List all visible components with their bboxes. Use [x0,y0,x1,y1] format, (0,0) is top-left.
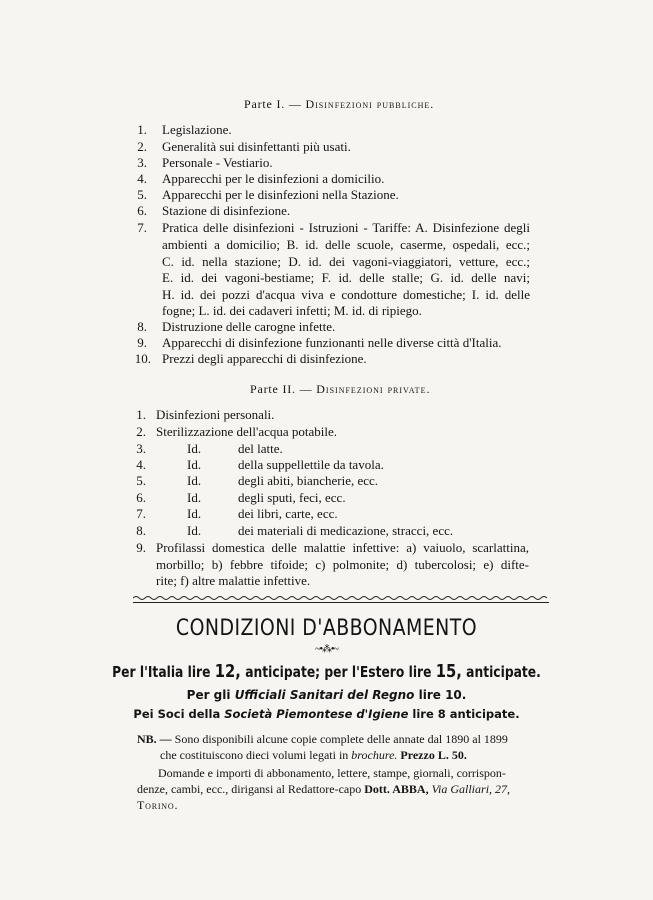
parte-1-title: Disinfezioni pubbliche. [305,97,435,111]
parte-1-prefix: Parte I. — [244,97,302,111]
parte-2-heading [250,382,430,397]
requests-city: Torino. [137,798,179,812]
ornament-icon: ~•⁂•~ [315,644,338,655]
officials-price-line: Per gli Ufficiali Sanitari del Regno lire 10. [186,688,467,702]
price-line: Per l'Italia lire 12, anticipate; per l'Estero lire 15, anticipate. [112,661,541,682]
parte-2-title: Disinfezioni private. [316,382,431,396]
parte-2-prefix: Parte II. — [250,382,313,396]
requests-line-1: Domande e importi di abbonamento, lettere, stampe, giornali, corrispon- [158,766,506,780]
conditions-title: CONDIZIONI D'ABBONAMENTO [175,616,478,641]
nb-line-2: che costituiscono dieci volumi legati in brochure. Prezzo L. 50. [160,748,467,762]
requests-line-2: denze, cambi, ecc., dirigansi al Redattore-capo Dott. ABBA, Via Galliari, 27, [137,782,511,796]
journal-page: Parte I. — Disinfezioni pubbliche. 1. Legislazione. 2. Generalità sui disinfettanti più usati. 3. Personale - Vestiario. 4. Apparecchi per le disinfezioni a domicilio. 5. Apparecchi per le disinfezioni nella Stazione. 6. Stazione di disinfezione. 7. Pratica delle disinfezioni - Istruzioni - Tariffe: A. Disinfezione degli ambienti a domicilio; B. id. delle scuole, caserme, ospedali, ecc.; C. id. nella stazione; D. id. dei vagoni-viaggiatori, vetture, ecc.; E. id. dei vagoni-bestiame; F. id. delle stalle; G. id. delle navi; H. id. dei pozzi d'acqua viva e condotture domestiche; I. id. delle fogne; L. id. dei cadaveri infetti; M. id. di ripiego. 8. Distruzione delle carogne infette. 9. Apparecchi di disinfezione funzionanti nelle diverse città d'Italia. 10. Prezzi degli apparecchi di disinfezione. Parte II. — Disinfezioni private. 1. Disinfezioni personali. 2. Sterilizzazione dell'acqua potabile. 3. Id. del latte. 4. Id. della suppellettile da tavola. 5. Id. degli abiti, biancherie, ecc. 6. Id. degli sputi, feci, ecc. 7. Id. dei libri, carte, ecc. 8. Id. dei materiali di medicazione, stracci, ecc. 9. Profilassi domestica delle malattie infettive: a) vaiuolo, scarlattina, morbillo; b) febbre tifoide; c) polmonite; d) tubercolosi; e) difte- rite; f) altre malattie infettive. CONDIZIONI D'ABBONAMENTO ~•⁂•~ Per l'Italia lire 12, anticipate; per l'Estero lire 15, anticipate. Per gli Ufficiali Sanitari del Regno lire 10. Pei Soci della Società Piemontese d'Igiene lire 8 anticipate. NB. — Sono disponibili alcune copie complete delle annate dal 1890 al 1899 che costituiscono dieci volumi legati in brochure. Prezzo L. 50. Domande e importi di abbonamento, lettere, stampe, giornali, corrispon- denze, cambi, ecc., dirigansi al Redattore-capo Dott. ABBA, Via Galliari, 27, Torino. [0,0,653,900]
parte-1-heading [244,97,434,112]
members-price-line: Pei Soci della Società Piemontese d'Igiene lire 8 anticipate. [133,707,520,721]
nb-line-1: NB. — Sono disponibili alcune copie complete delle annate dal 1890 al 1899 [137,732,508,746]
wavy-divider [133,595,549,605]
